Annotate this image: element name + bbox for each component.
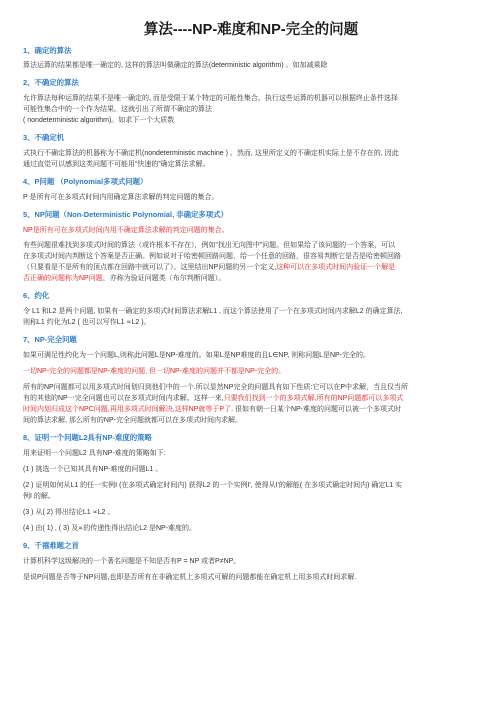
paragraph-line: 间的算法求解, 那么所有的NP-完全问题就都可以在多项式时间内求解。 [23,417,242,424]
paragraph-line: ( nondeterministic algorithm)。如求下一个大质数 [23,117,175,124]
paragraph-line: 如果可满足性约化为一个问题L,则称此问题L是NP-难度的。如果L是NP难度的且L∈NP, 则称问题L是NP-完全的。 [23,352,371,359]
text-run: . 很如有朝一日某个NP-难度的问题可以被一个多项式时 [231,406,402,413]
paragraph-line: 所有的NP问题都可以用多项式时间划归到他们中的一个.所以显然NP完全的问题具有如下性质:它可以在P中求解，当且仅当所 [23,384,409,391]
paragraph-line: 是说P问题是否等于NP问题,也即是否所有在非确定机上多项式可解的问题都能在确定机上用多项式时间求解. [23,574,357,581]
list-item: (1 ) 挑选一个已知其具有NP-难度的问题L1 。 [23,466,163,473]
paragraph-line: 则称L1 约化为L2 ( 也可以写作L1 ∝L2 )。 [23,319,151,326]
section-heading-nondeterministic-machine: 3、不确定机 [23,133,65,142]
highlighted-text: 这种可以在多项式时间内验证一个解是 [276,264,396,271]
section-heading-nondeterministic-algorithm: 2、不确定的算法 [23,78,79,87]
section-heading-np-hard-proof-strategy: 8、证明一个问题L2具有NP-难度的策略 [23,433,152,442]
paragraph-line: 算法运算的结果都是唯一确定的, 这样的算法叫做确定的算法(deterministic algorithm) 。如加减乘除 [23,62,328,69]
list-item: (2 ) 证明如何从L1 的任一实例I (在多项式确定时间内) 获得L2 的一个实例I', 使得从I'的解能( 在多项式确定时间内) 确定L1 实 [23,482,403,489]
page-title: 算法----NP-难度和NP-完全的问题 [143,22,359,38]
highlighted-text: 时间内划归成这个NPC问题,再用多项式时间解决,这样NP就等于P了 [23,406,232,413]
section-heading-np-problem: 5、NP问题（Non-Deterministic Polynomial, 非确定多项式） [23,210,228,219]
section-heading-reduction: 6、约化 [23,291,50,300]
paragraph-line: 有些问题很难找到多项式时间的算法（或许根本不存在），例如“找出无向图中”问题。但如果给了该问题的一个答案，可以 [23,242,396,249]
paragraph-line: 令 L1 和L2 是两个问题, 如果有一确定的多项式时间算法求解L1 , 而这个算法使用了一个在多项式时间内求解L2 的确定算法, [23,308,403,315]
list-item: (3 ) 从( 2) 得出结论L1 ∝L2 。 [23,509,115,516]
list-item-continuation: 例I 的解。 [23,493,55,500]
paragraph-line: 用来证明一个问题L2 具有NP-难度的策略如下: [23,450,166,457]
text-run: ，亦称为验证问题类（布尔判断问题）。 [102,275,226,282]
paragraph-line [23,393,479,404]
paragraph-line [23,262,479,273]
section-heading-p-problem: 4、P问题 （Polynomial多项式问题） [23,177,148,186]
paragraph-line: 允许算法每种运算的结果不是唯一确定的, 而是受限于某个特定的可能性集合。执行这些运算的机器可以根据终止条件选择 [23,95,398,102]
paragraph-line [23,273,479,284]
text-run: 有的其他的NP一完全问题也可以在多项式时间内求解。这样一来, [23,395,224,402]
highlighted-text: 否正确的问题称为NP问题 [23,275,103,282]
section-heading-np-complete: 7、NP-完全问题 [23,335,77,344]
section-heading-deterministic-algorithm: 1、确定的算法 [23,46,72,55]
paragraph-line: 通过直觉可以感到这类问题不可能用“快速的”确定算法求解。 [23,161,210,168]
paragraph-line: 可能性集合中的一个作为结果。这就引出了所谓不确定的算法 [23,106,212,113]
paragraph-line: 计算机科学这级解决的一个著名问题是不知是否有P = NP 或者P≠NP。 [23,558,241,565]
section-heading-millennium-problem: 9、千禧难题之首 [23,541,79,550]
highlighted-statement: 一切NP-完全的问题都是NP-难度的问题, 但一切NP-难度的问题并不都是NP-完全的。 [23,368,286,375]
text-run: （只要看是不是所有的顶点都在回路中就可以了）。这里结出NP问题的另一个定义, [23,264,277,271]
highlighted-definition: NP是所有可在多项式时间内用不确定算法求解的判定问题的集合。 [23,227,229,234]
highlighted-text: 只要我们找到一个的多项式解,所有的NP问题都可以多项式 [223,395,404,402]
paragraph-line [23,404,479,415]
paragraph-line: P 是所有可在多项式时间内用确定算法求解的判定问题的集合。 [23,194,219,201]
paragraph-line: 在多项式时间内判断这个答案是否正确。例如说对于哈密顿回路问题，给一个任意的回路，很容易判断它是否是哈密顿回路 [23,253,401,260]
list-item: (4 ) 由( 1) , ( 3) 及∝的传递性得出结论L2 是NP-难度的。 [23,525,197,532]
paragraph-line: 式执行不确定算法的机器称为不确定机(nondeterministic machine ) 。然而, 这里所定义的不确定机实际上是不存在的, 因此 [23,150,399,157]
